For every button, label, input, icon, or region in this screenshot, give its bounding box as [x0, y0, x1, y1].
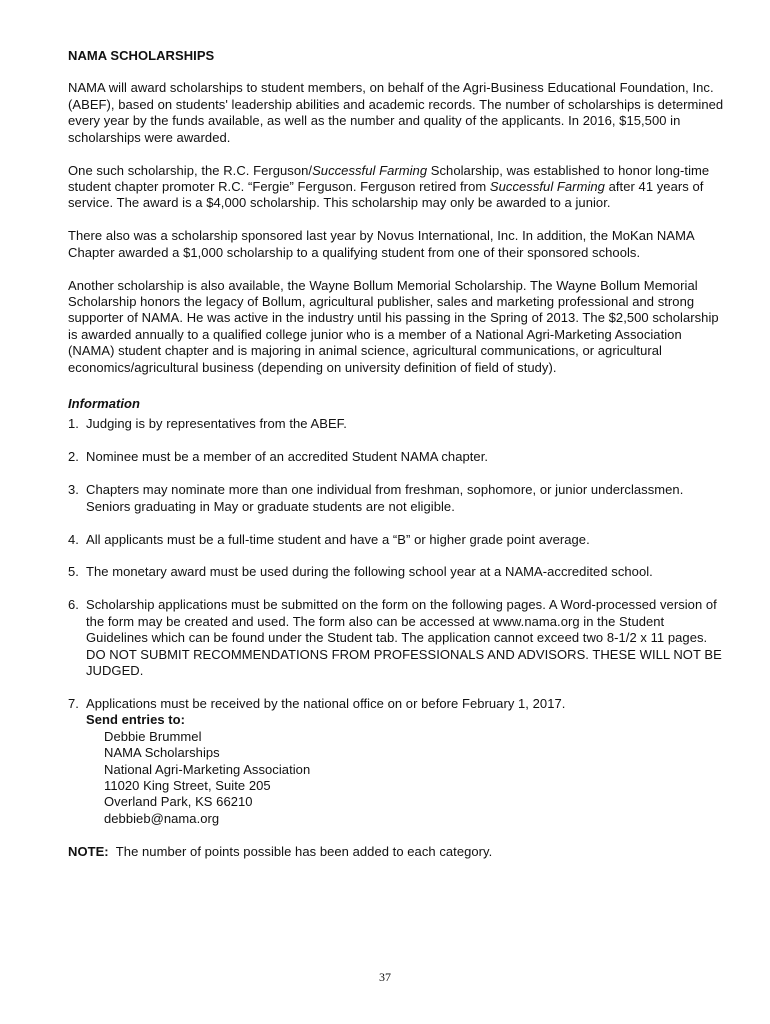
- page-title: NAMA SCHOLARSHIPS: [68, 48, 215, 63]
- intro-paragraph: NAMA will award scholarships to student members, on behalf of the Agri-Business Educational Foundation, Inc. (ABEF), based on students' leadership abilities and academic records. The number of scholarships is determined every year by the funds available, as well as the number and quality of the applicants. In 2016, $15,500 in scholarships were awarded.: [68, 80, 724, 145]
- information-heading: Information: [68, 396, 141, 411]
- list-item-number: 7.: [68, 695, 79, 711]
- ferguson-text-2: Scholarship, was established to honor long-time student chapter promoter R.C. “Fergie” Ferguson. Ferguson retired from: [68, 162, 710, 194]
- list-item-text: Scholarship applications must be submitted on the form on the following pages. A Word-processed version of the form may be created and used. The form also can be accessed at www.nama.org in the Student Guidelines which can be found under the Student tab. The application cannot exceed two 8-1/2 x 11 pages. DO NOT SUBMIT RECOMMENDATIONS FROM PROFESSIONALS AND ADVISORS. THESE WILL NOT BE JUDGED.: [86, 597, 722, 678]
- ferguson-text-1: One such scholarship, the R.C. Ferguson/: [68, 162, 313, 178]
- information-list: [68, 416, 728, 827]
- list-item: [68, 564, 728, 580]
- list-item: [68, 482, 728, 515]
- send-entries-label: Send entries to:: [86, 712, 186, 728]
- list-item-text: All applicants must be a full-time student and have a “B” or higher grade point average.: [86, 531, 590, 547]
- list-item-number: 4.: [68, 531, 79, 547]
- note-label: NOTE:: [68, 843, 109, 859]
- list-item: [68, 696, 728, 827]
- list-item-number: 2.: [68, 449, 79, 465]
- ferguson-text-3: after 41 years of service. The award is a $4,000 scholarship. This scholarship may only be awarded to a junior.: [68, 178, 704, 211]
- list-item-text: Chapters may nominate more than one individual from freshman, sophomore, or junior underclassmen. Seniors graduating in May or graduate students are not eligible.: [86, 482, 684, 514]
- page-number: 37: [379, 970, 391, 984]
- list-item-number: 6.: [68, 597, 79, 613]
- list-item-text: Judging is by representatives from the ABEF.: [86, 416, 347, 432]
- address-city: Overland Park, KS 66210: [104, 794, 253, 810]
- list-item-number: 5.: [68, 564, 79, 580]
- list-item-number: 3.: [68, 482, 79, 498]
- document-body: [68, 48, 728, 877]
- address-name: Debbie Brummel: [104, 728, 202, 744]
- list-item-text: Nominee must be a member of an accredited Student NAMA chapter.: [86, 449, 489, 465]
- list-item-text: The monetary award must be used during the following school year at a NAMA-accredited school.: [86, 564, 653, 580]
- ferguson-italic-1: Successful Farming: [312, 162, 428, 178]
- list-item: [68, 532, 728, 548]
- list-item-number: 1.: [68, 416, 79, 432]
- address-street: 11020 King Street, Suite 205: [104, 777, 271, 793]
- mailing-address: [86, 729, 728, 827]
- novus-paragraph: There also was a scholarship sponsored last year by Novus International, Inc. In addition, the MoKan NAMA Chapter awarded a $1,000 scholarship to a qualifying student from one of their sponsored schools.: [68, 228, 694, 260]
- list-item: [68, 597, 728, 679]
- address-department: NAMA Scholarships: [104, 745, 220, 761]
- list-item: [68, 449, 728, 465]
- note-text: The number of points possible has been added to each category.: [108, 843, 493, 859]
- list-item: [68, 416, 728, 432]
- address-email: debbieb@nama.org: [104, 810, 220, 826]
- note-paragraph: [68, 844, 728, 860]
- address-organization: National Agri-Marketing Association: [104, 761, 311, 777]
- ferguson-italic-2: Successful Farming: [489, 178, 605, 194]
- bollum-paragraph: Another scholarship is also available, the Wayne Bollum Memorial Scholarship. The Wayne Bollum Memorial Scholarship honors the legacy of Bollum, agricultural publisher, sales and marketing professional and strong supporter of NAMA. He was active in the industry until his passing in the Spring of 2013. The $2,500 scholarship is awarded annually to a qualified college junior who is a member of a National Agri-Marketing Association (NAMA) student chapter and is majoring in animal science, agricultural communications, or agricultural economics/agricultural business (depending on university definition of field of study).: [68, 277, 719, 375]
- list-item-text: Applications must be received by the national office on or before February 1, 2017.: [86, 695, 566, 711]
- ferguson-paragraph: [68, 163, 728, 212]
